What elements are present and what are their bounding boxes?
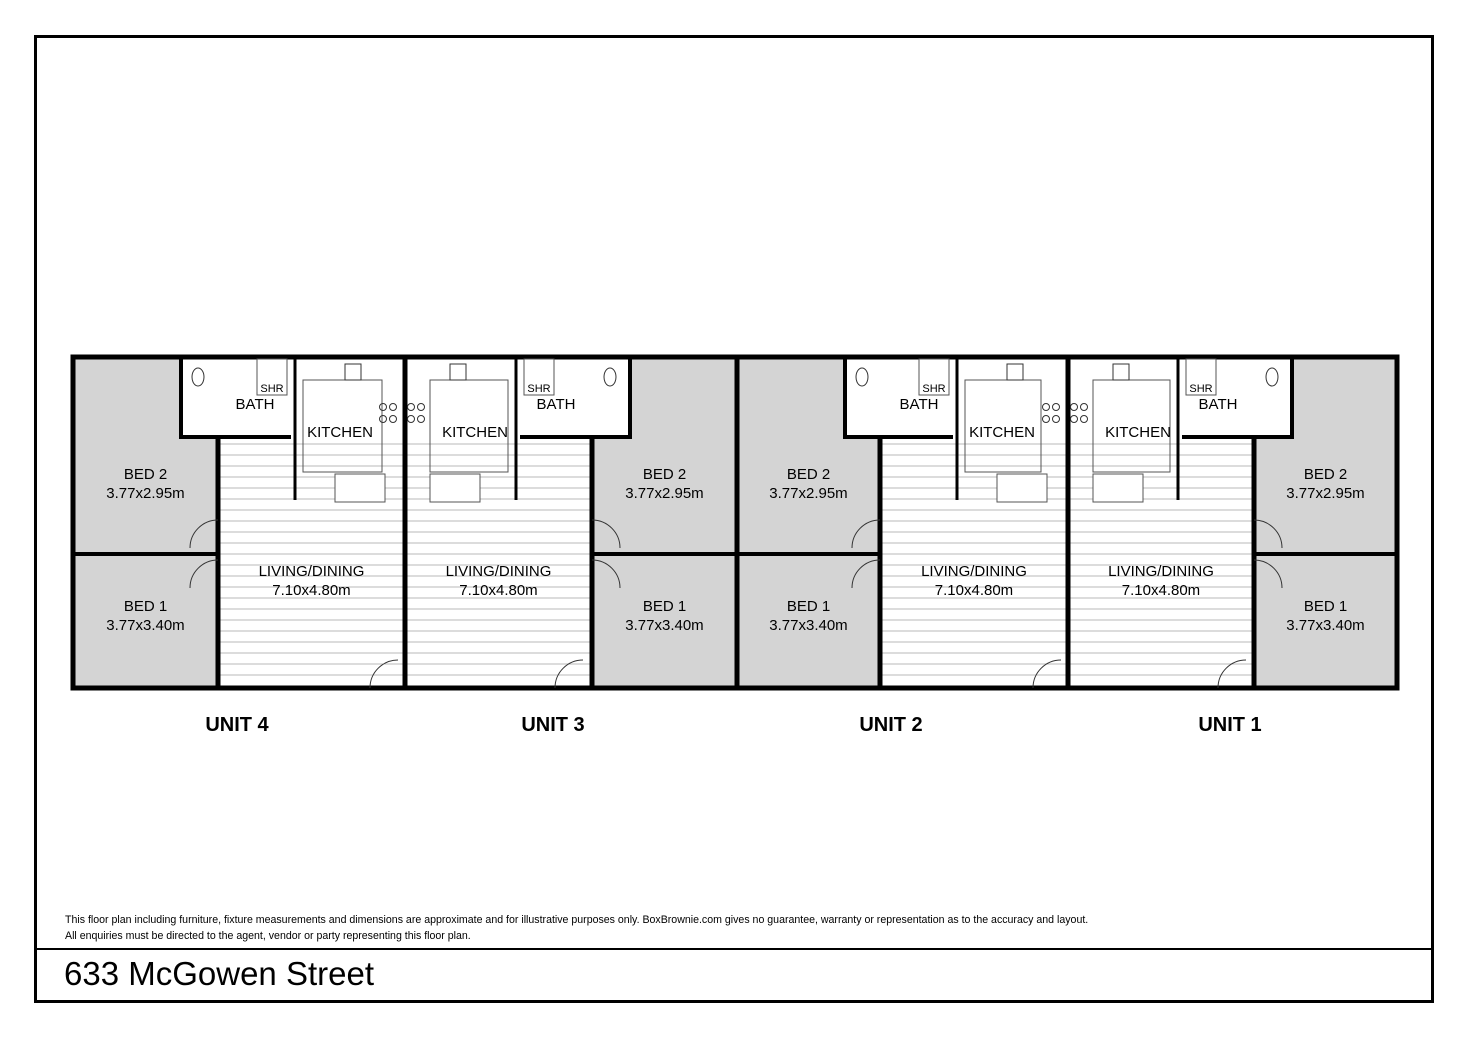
kitchen-island [430,474,480,502]
sink [450,364,466,380]
unit-label: UNIT 1 [1198,714,1262,736]
living-name: LIVING/DINING [921,563,1027,580]
unit-label: UNIT 3 [521,714,585,736]
cooktop-burner [1081,416,1088,423]
bed1-size: 3.77x3.40m [769,617,848,634]
bed2-size: 3.77x2.95m [769,485,848,502]
sink [1113,364,1129,380]
bed2-name: BED 2 [123,466,168,483]
bed1-name: BED 1 [123,598,168,615]
plan-layer [73,357,1397,736]
cooktop-burner [380,416,387,423]
bath-label: BATH [899,396,939,413]
shower-label: SHR [1189,383,1213,395]
bed1-size: 3.77x3.40m [106,617,185,634]
bath-label: BATH [235,396,275,413]
kitchen-label: KITCHEN [1105,424,1171,441]
bed1-size: 3.77x3.40m [625,617,704,634]
kitchen-label: KITCHEN [307,424,373,441]
kitchen-island [997,474,1047,502]
kitchen-island [1093,474,1143,502]
living-name: LIVING/DINING [258,563,365,580]
bed2-size: 3.77x2.95m [625,485,704,502]
living-name: LIVING/DINING [1108,563,1214,580]
unit-label: UNIT 4 [205,714,269,736]
cooktop-burner [1071,404,1078,411]
bed2-name: BED 2 [1303,466,1348,483]
bed1-name: BED 1 [786,598,831,615]
living-size: 7.10x4.80m [459,582,538,599]
unit-3 [405,357,737,736]
bed1-size: 3.77x3.40m [1286,617,1365,634]
unit-2 [737,357,1068,736]
cooktop-burner [1053,404,1060,411]
cooktop-burner [418,416,425,423]
disclaimer [65,913,1405,944]
kitchen-label: KITCHEN [442,424,508,441]
kitchen-island [335,474,385,502]
living-size: 7.10x4.80m [272,582,351,599]
cooktop-burner [380,404,387,411]
bed2-size: 3.77x2.95m [106,485,185,502]
cooktop-burner [1081,404,1088,411]
property-address: 633 McGowen Street [64,955,374,992]
cooktop-burner [1043,416,1050,423]
cooktop-burner [390,416,397,423]
shower-label: SHR [527,383,551,395]
living-name: LIVING/DINING [445,563,552,580]
disclaimer-line-1: This floor plan including furniture, fixture measurements and dimensions are approximate and for illustrative purposes only. BoxBrownie.com gives no guarantee, warranty or representation as to the accuracy and layout. [65,914,1089,926]
unit-label: UNIT 2 [859,714,923,736]
shower-label: SHR [260,383,284,395]
cooktop-burner [1071,416,1078,423]
footer-divider [36,948,1434,950]
bed2-name: BED 2 [642,466,687,483]
unit-1 [1068,357,1397,736]
bed2-name: BED 2 [786,466,831,483]
cooktop-burner [390,404,397,411]
bed2-size: 3.77x2.95m [1286,485,1365,502]
bed1-name: BED 1 [642,598,687,615]
unit-4 [73,357,405,736]
cooktop-burner [408,416,415,423]
living-size: 7.10x4.80m [1121,582,1201,599]
bath-label: BATH [1198,396,1238,413]
cooktop-burner [1043,404,1050,411]
sink [345,364,361,380]
bed1-name: BED 1 [1303,598,1348,615]
cooktop-burner [418,404,425,411]
sink [1007,364,1023,380]
cooktop-burner [1053,416,1060,423]
shower-label: SHR [922,383,946,395]
living-size: 7.10x4.80m [934,582,1014,599]
bath-label: BATH [536,396,576,413]
cooktop-burner [408,404,415,411]
kitchen-label: KITCHEN [969,424,1035,441]
disclaimer-line-2: All enquiries must be directed to the agent, vendor or party representing this floor plan. [65,929,471,942]
